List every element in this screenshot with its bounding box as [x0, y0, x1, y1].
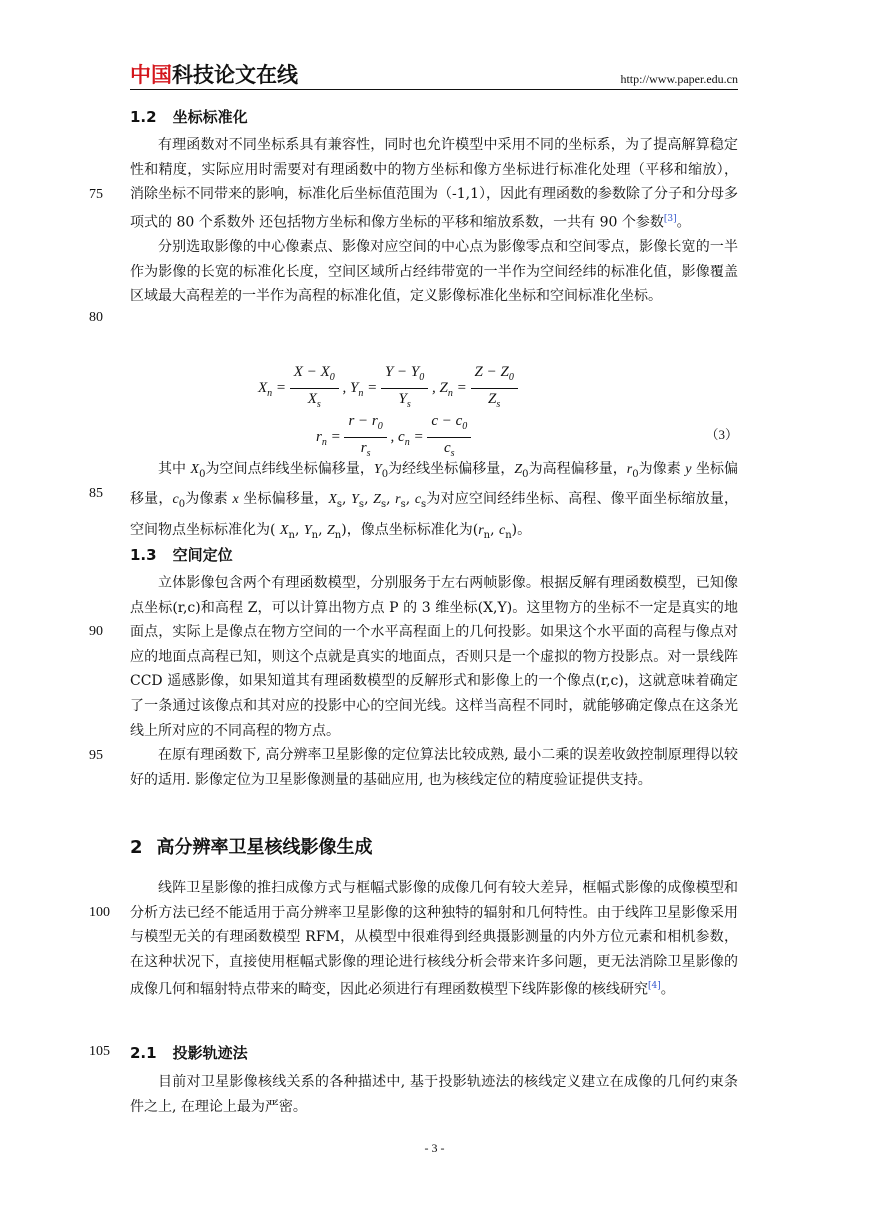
- line-number: 100: [89, 905, 110, 920]
- section-heading-1-2: 1.2 坐标标准化: [130, 108, 248, 126]
- equation-image-normalization: $r_n$ = $\frac{r - r_0}{r_s}$ , $c_n$ = $\frac{c - c_0}{c_s}$: [316, 411, 471, 464]
- line-number: 95: [89, 748, 103, 763]
- line-number: 80: [89, 310, 103, 325]
- header-rule: [130, 89, 738, 90]
- journal-logo: 中国科技论文在线: [130, 63, 298, 87]
- line-number: 85: [89, 486, 103, 501]
- header-url[interactable]: http://www.paper.edu.cn: [620, 72, 738, 86]
- page-number: - 3 -: [424, 1141, 445, 1155]
- paragraph-spatial-positioning: 立体影像包含两个有理函数模型，分别服务于左右两帧影像。根据反解有理函数模型，已知像点坐标(r,c)和高程 Z，可以计算出物方点 P 的 3 维坐标(X,Y)。这里物方的坐标不一定是真实的地面点，实际上是像点在物方空间的一个水平高程面上的几何投影。如果这个水平面的高程与像点对应的地面点高程已知，则这个点就是真实的地面点，否则只是一个虚拟的物方投影点。对一景线阵 CCD 遥感影像，如果知道其有理函数模型的反解形式和影像上的一个像点(r,c)，这就意味着确定了一条通过该像点和其对应的投影中心的空间光线。这样当高程不同时，就能够确定像点在这条光线上所对应的不同高程的物方点。 在原有理函数下, 高分辨率卫星影像的定位算法比较成熟, 最小二乘的误差收敛控制原理得以较好的适用. 影像定位为卫星影像测量的基础应用, 也为核线定位的精度验证提供支持。: [130, 571, 738, 792]
- line-number: 75: [89, 187, 103, 202]
- paragraph-coordinate-normalization: 有理函数对不同坐标系具有兼容性，同时也允许模型中采用不同的坐标系，为了提高解算稳定性和精度，实际应用时需要对有理函数中的物方坐标和像方坐标进行标准化处理（平移和缩放），消除坐标不同带来的影响，标准化后坐标值范围为（-1,1），因此有理函数的参数除了分子和分母多项式的 80 个系数外 还包括物方坐标和像方坐标的平移和缩放系数，一共有 90 个参数[3]。 分别选取影像的中心像素点、影像对应空间的中心点为影像零点和空间零点，影像长宽的一半作为影像的长宽的标准化长度，空间区域所占经纬带宽的一半作为空间经纬的标准化值，影像覆盖区域最大高程差的一半作为高程的标准化值，定义影像标准化坐标和空间标准化坐标。: [130, 133, 738, 309]
- equation-number: （3）: [705, 427, 738, 442]
- citation-4[interactable]: [4]: [648, 981, 661, 992]
- section-heading-2: 2 高分辨率卫星核线影像生成: [130, 837, 373, 858]
- line-number: 105: [89, 1044, 110, 1059]
- section-heading-1-3: 1.3 空间定位: [130, 546, 233, 564]
- paragraph-epipolar-generation: 线阵卫星影像的推扫成像方式与框幅式影像的成像几何有较大差异，框幅式影像的成像模型和分析方法已经不能适用于高分辨率卫星影像的这种独特的辐射和几何特性。由于线阵卫星影像采用与模型无关的有理函数模型 RFM，从模型中很难得到经典摄影测量的内外方位元素和相机参数，在这种状况下，直接使用框幅式影像的理论进行核线分析会带来许多问题，更无法消除卫星影像的成像几何和辐射特点带来的畸变，因此必须进行有理函数模型下线阵影像的核线研究[4]。: [130, 880, 738, 999]
- paragraph-positioning-accuracy: 在原有理函数下, 高分辨率卫星影像的定位算法比较成熟, 最小二乘的误差收敛控制原理得以较好的适用. 影像定位为卫星影像测量的基础应用, 也为核线定位的精度验证提供支持。: [130, 747, 738, 788]
- paragraph-symbol-definitions: 其中 $X_0$为空间点纬线坐标偏移量，$Y_0$为经线坐标偏移量，$Z_0$为高程偏移量，$r_0$为像素 y 坐标偏移量，$c_0$为像素 x 坐标偏移量，$X_s$, $Y_s$, $Z_s$, $r_s$, $c_s$为对应空间经纬坐标、高程、像平面坐标缩放量，空间物点坐标标准化为( $X_n$, $Y_n$, $Z_n$)，像点坐标标准化为($r_n$, $c_n$)。: [130, 461, 739, 541]
- paragraph-projection-trajectory: 目前对卫星影像核线关系的各种描述中, 基于投影轨迹法的核线定义建立在成像的几何约束条件之上, 在理论上最为严密。: [130, 1074, 738, 1115]
- line-number: 90: [89, 624, 103, 639]
- paragraph-normalization-definition: 分别选取影像的中心像素点、影像对应空间的中心点为影像零点和空间零点，影像长宽的一半作为影像的长宽的标准化长度，空间区域所占经纬带宽的一半作为空间经纬的标准化值，影像覆盖区域最大高程差的一半作为高程的标准化值，定义影像标准化坐标和空间标准化坐标。: [130, 239, 738, 305]
- page-header: [130, 62, 738, 88]
- section-heading-2-1: 2.1 投影轨迹法: [130, 1044, 248, 1062]
- equation-object-normalization: $X_n$ = $\frac{X - X_0}{X_s}$ , $Y_n$ = $\frac{Y - Y_0}{Y_s}$ , $Z_n$ = $\frac{Z - Z_0}{Z_s}$: [258, 362, 518, 415]
- citation-3[interactable]: [3]: [663, 213, 677, 224]
